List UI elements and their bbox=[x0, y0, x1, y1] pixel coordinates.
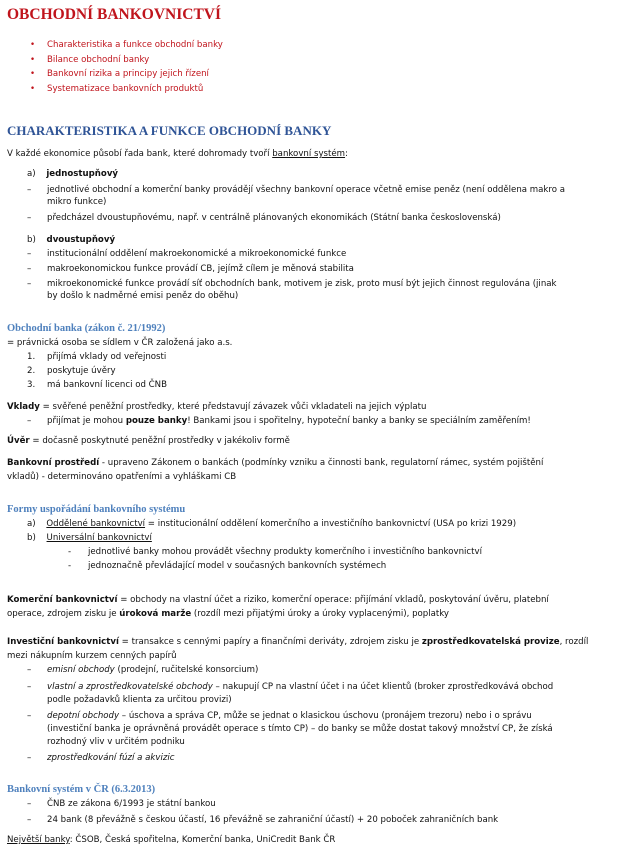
term: Vklady bbox=[7, 402, 40, 412]
list-text: mikroekonomické funkce provádí síť obchodních bank, motivem je zisk, proto musí být jejich činnost regulována (jinak bbox=[47, 279, 557, 289]
list-text: 24 bank (8 převážně s českou účastí, 16 převážně se zahraniční účastí) + 20 poboček zahraničních bank bbox=[47, 815, 499, 825]
bullet-icon: • bbox=[30, 69, 36, 79]
intro-paragraph bbox=[7, 148, 348, 160]
list-label: dvoustupňový bbox=[46, 235, 116, 245]
vklady-paragraph bbox=[7, 401, 426, 413]
term-definition: : ČSOB, Česká spořitelna, Komerční banka, UniCredit Bank ČR bbox=[69, 835, 336, 845]
dash-marker: – bbox=[27, 249, 32, 259]
dash-marker: – bbox=[27, 753, 32, 763]
list-text: – nakupují CP na vlastní účet i na účet klientů (broker zprostředkovává obchod bbox=[212, 682, 554, 692]
term: Bankovní prostředí bbox=[7, 458, 100, 468]
term-definition: = transakce s cennými papíry a finančními deriváty, zdrojem zisku je bbox=[118, 637, 422, 647]
list-text: (investiční banka je oprávněná provádět operace s tímto CP) – do banky se může dostat takový množství CP, že získá bbox=[47, 724, 553, 734]
invest-paragraph bbox=[7, 636, 588, 648]
dash-marker: – bbox=[27, 264, 32, 274]
list-marker: a) bbox=[27, 169, 36, 179]
invest-paragraph-cont: mezi nákupním kurzem cenných papírů bbox=[7, 651, 177, 661]
komercni-paragraph bbox=[7, 594, 549, 606]
page-title: OBCHODNÍ BANKOVNICTVÍ bbox=[7, 6, 222, 23]
list-item bbox=[27, 234, 115, 246]
list-text: jednotlivé banky mohou provádět všechny produkty komerčního i investičního bankovnictví bbox=[88, 547, 482, 557]
term: Komerční bankovnictví bbox=[7, 595, 118, 605]
numbered-item bbox=[27, 365, 116, 377]
list-text-italic: zprostředkování fúzí a akvizic bbox=[47, 753, 175, 763]
toc-item-label: Systematizace bankovních produktů bbox=[47, 84, 204, 94]
term: Investiční bankovnictví bbox=[7, 637, 119, 647]
list-text: institucionální oddělení makroekonomické a mikroekonomické funkce bbox=[47, 249, 347, 259]
list-text-part: ! Bankami jsou i spořitelny, hypoteční banky a banky se speciálním zaměřením! bbox=[187, 416, 531, 426]
list-marker: b) bbox=[27, 235, 36, 245]
text-part: (rozdíl mezi přijatými úroky a úroky vyplacenými), poplatky bbox=[191, 609, 450, 619]
toc-item-label: Bankovní rizika a principy jejich řízení bbox=[47, 69, 209, 79]
list-marker: a) bbox=[27, 519, 36, 529]
numbered-text: má bankovní licenci od ČNB bbox=[47, 380, 167, 390]
prostredi-paragraph bbox=[7, 457, 543, 469]
list-text-italic: emisní obchody bbox=[47, 665, 115, 675]
dash-marker: - bbox=[68, 561, 72, 571]
list-text-part: přijímat je mohou bbox=[47, 416, 126, 426]
list-text: mikro funkce) bbox=[47, 197, 107, 207]
section-heading: Formy uspořádání bankovního systému bbox=[7, 504, 186, 515]
term: Oddělené bankovnictví bbox=[46, 519, 146, 529]
term: Největší banky bbox=[7, 835, 70, 845]
toc-item-label: Charakteristika a funkce obchodní banky bbox=[47, 40, 223, 50]
dash-marker: – bbox=[27, 711, 32, 721]
text-part: operace, zdrojem zisku je bbox=[7, 609, 120, 619]
bullet-icon: • bbox=[30, 40, 36, 50]
prostredi-paragraph-cont: vkladů) - determinováno opatřeními a vyhláškami CB bbox=[7, 472, 237, 482]
section-heading: CHARAKTERISTIKA A FUNKCE OBCHODNÍ BANKY bbox=[7, 123, 332, 138]
list-text-italic: vlastní a zprostředkovatelské obchody bbox=[47, 682, 213, 692]
list-item bbox=[27, 518, 516, 530]
term: Úvěr bbox=[7, 436, 30, 446]
list-marker: b) bbox=[27, 533, 36, 543]
dash-marker: – bbox=[27, 665, 32, 675]
numbered-text: poskytuje úvěry bbox=[47, 366, 116, 376]
list-text: jednotlivé obchodní a komerční banky provádějí všechny bankovní operace včetně emise peněz (není oddělena makro a bbox=[47, 185, 565, 195]
list-text: rozhodný vliv v určitém podniku bbox=[47, 737, 185, 747]
term-link: bankovní systém bbox=[272, 149, 346, 159]
intro-text: V každé ekonomice působí řada bank, které dohromady tvoří bbox=[7, 149, 273, 159]
term-definition: = dočasně poskytnuté peněžní prostředky v jakékoliv formě bbox=[29, 436, 290, 446]
list-item bbox=[27, 532, 152, 544]
number-marker: 2. bbox=[27, 366, 36, 376]
list-text: (prodejní, ručitelské konsorcium) bbox=[114, 665, 259, 675]
definition-text: = právnická osoba se sídlem v ČR založená jako a.s. bbox=[7, 338, 233, 348]
list-text-bold: pouze banky bbox=[125, 416, 188, 426]
text-bold: zprostředkovatelská provize bbox=[421, 637, 560, 647]
dash-marker: – bbox=[27, 815, 32, 825]
list-label: jednostupňový bbox=[46, 169, 119, 179]
bullet-icon: • bbox=[30, 55, 36, 65]
list-text: makroekonomickou funkce provádí CB, jejímž cílem je měnová stabilita bbox=[47, 264, 354, 274]
komercni-paragraph-cont bbox=[7, 608, 449, 620]
dash-marker: – bbox=[27, 799, 32, 809]
term-definition: = svěřené peněžní prostředky, které představují závazek vůči vkladateli na jejich výplatu bbox=[39, 402, 427, 412]
list-text-italic: depotní obchody bbox=[47, 711, 120, 721]
numbered-item bbox=[27, 351, 167, 363]
list-text bbox=[47, 415, 531, 427]
text-part: , rozdíl bbox=[559, 637, 589, 647]
uver-paragraph bbox=[7, 435, 290, 447]
list-text: – úschova a správa CP, může se jednat o klasickou úschovu (pronájem trezoru) nebo i o správu bbox=[119, 711, 532, 721]
list-text: by došlo k nadměrné emisi peněz do oběhu) bbox=[47, 291, 239, 301]
dash-marker: – bbox=[27, 682, 32, 692]
toc-item-label: Bilance obchodní banky bbox=[47, 55, 150, 65]
list-text: jednoznačně převládající model v současných bankovních systémech bbox=[88, 561, 387, 571]
numbered-item bbox=[27, 379, 167, 391]
term: Universální bankovnictví bbox=[46, 533, 152, 543]
intro-text-end: : bbox=[345, 149, 348, 159]
term-definition: = obchody na vlastní účet a riziko, komerční operace: přijímání vkladů, poskytování úvěru, platební bbox=[117, 595, 549, 605]
term-definition: = institucionální oddělení komerčního a investičního bankovnictví (USA po krizi 1929) bbox=[145, 519, 517, 529]
list-text: ČNB ze zákona 6/1993 je státní bankou bbox=[47, 799, 216, 809]
list-text: předcházel dvoustupňovému, např. v centrálně plánovaných ekonomikách (Státní banka československá) bbox=[47, 213, 501, 223]
section-heading: Bankovní systém v ČR (6.3.2013) bbox=[7, 784, 156, 795]
numbered-text: přijímá vklady od veřejnosti bbox=[47, 352, 167, 362]
list-text: podle požadavků klienta za určitou provizi) bbox=[47, 695, 232, 705]
dash-marker: – bbox=[27, 213, 32, 223]
bullet-icon: • bbox=[30, 84, 36, 94]
text-bold: úroková marže bbox=[119, 609, 192, 619]
section-heading: Obchodní banka (zákon č. 21/1992) bbox=[7, 323, 166, 334]
term-definition: - upraveno Zákonem o bankách (podmínky vzniku a činnosti bank, regulatorní rámec, systém pojištění bbox=[99, 458, 544, 468]
dash-marker: – bbox=[27, 279, 32, 289]
dash-marker: – bbox=[27, 185, 32, 195]
dash-marker: – bbox=[27, 416, 32, 426]
number-marker: 3. bbox=[27, 380, 36, 390]
dash-marker: - bbox=[68, 547, 72, 557]
list-item bbox=[27, 168, 118, 180]
largest-banks-paragraph bbox=[7, 834, 335, 846]
number-marker: 1. bbox=[27, 352, 36, 362]
